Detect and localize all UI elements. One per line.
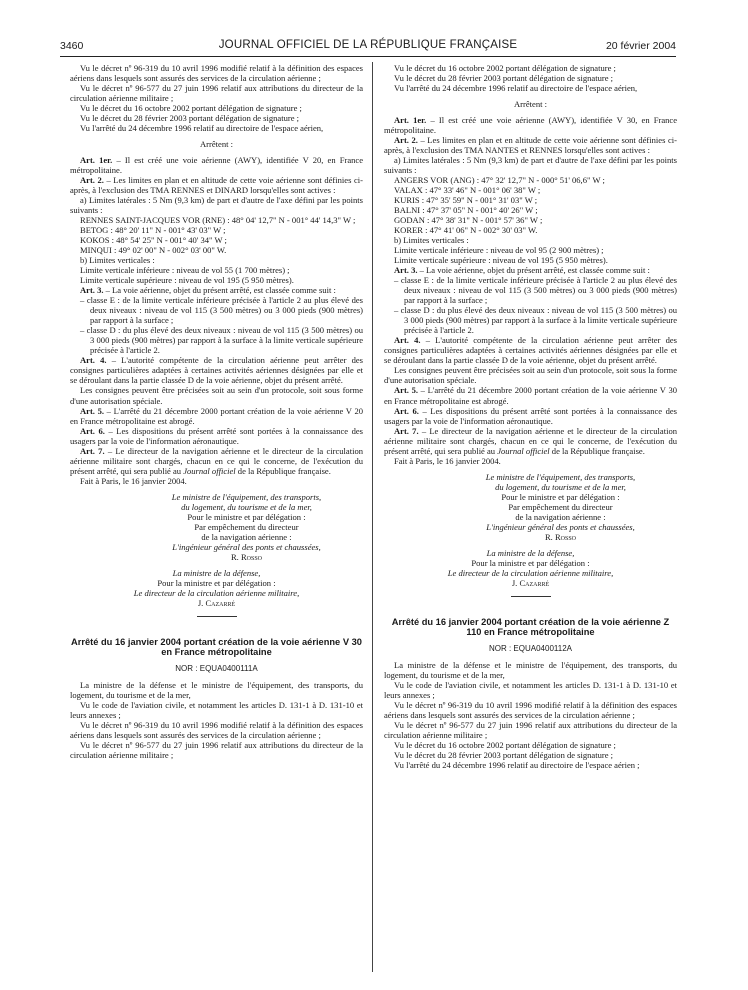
- article-label: Art. 7.: [80, 445, 105, 456]
- vu-item: Vu le décret du 16 octobre 2002 portant délégation de signature ;: [394, 740, 616, 751]
- article-label: Art. 4.: [80, 355, 107, 366]
- nor-reference: NOR : EQUA0400112A: [488, 643, 572, 653]
- article-4: [70, 355, 363, 385]
- article-1: [70, 155, 363, 175]
- article-text: – Les limites en plan et en altitude de cette voie aérienne sont définies ci-après, à l'exclusion des TMA NANTES et RENNES lorsqu'elles sont actives :: [384, 135, 677, 156]
- signatory-line: Pour le ministre et par délégation :: [187, 511, 306, 522]
- article-3: [70, 285, 363, 295]
- signatory-title: du logement, du tourisme et de la mer,: [495, 481, 626, 492]
- article-3: [384, 265, 677, 275]
- article-text: – Les dispositions du présent arrêté sont portées à la connaissance des usagers par la voie de l'information aéronautique.: [70, 425, 363, 446]
- signatory-title: Le directeur de la circulation aérienne militaire,: [133, 587, 300, 598]
- issue-date: 20 février 2004: [605, 40, 676, 52]
- waypoint: ANGERS VOR (ANG) : 47° 32' 12,7" N - 000° 51' 06,6" W ;: [394, 175, 605, 186]
- signatory-title: du logement, du tourisme et de la mer,: [181, 501, 312, 512]
- vu-item: Vu le code de l'aviation civile, et notamment les articles D. 131-1 à D. 131-10 et leurs annexes ;: [70, 700, 363, 721]
- signatory-line: Par empêchement du directeur: [508, 501, 613, 512]
- article-4-para: Les consignes peuvent être précisées soit au sein d'un protocole, soit sous forme d'une autorisation spéciale.: [70, 385, 363, 406]
- vu-item: Vu le décret nº 96-577 du 27 juin 1996 relatif aux attributions du directeur de la circulation aérienne militaire ;: [70, 83, 363, 104]
- decree-title-v30: Arrêté du 16 janvier 2004 portant création de la voie aérienne V 30 en France métropolitaine: [71, 636, 362, 658]
- lateral-limits: a) Limites latérales : 5 Nm (9,3 km) de part et d'autre de l'axe défini par les points suivants :: [384, 155, 677, 176]
- fait-line: Fait à Paris, le 16 janvier 2004.: [80, 475, 187, 486]
- article-2: [70, 175, 363, 195]
- signature-block-defense: [70, 568, 363, 608]
- article-4-para: Les consignes peuvent être précisées soit au sein d'un protocole, soit sous la forme d'une autorisation spéciale.: [384, 365, 677, 386]
- article-text: – Les dispositions du présent arrêté sont portées à la connaissance des usagers par la voie de l'information aéronautique.: [384, 405, 677, 426]
- signatory-name: J. Cazarré: [197, 597, 236, 608]
- vu-item: Vu l'arrêté du 24 décembre 1996 relatif au directoire de l'espace aérien,: [80, 123, 324, 134]
- signatory-line: Pour le ministre et par délégation :: [501, 491, 620, 502]
- article-text: – Il est créé une voie aérienne (AWY), identifiée V 30, en France métropolitaine.: [384, 115, 677, 136]
- article-7: [70, 446, 363, 476]
- vu-item: Vu le décret nº 96-319 du 10 avril 1996 modifié relatif à la définition des espaces aériens dans lesquels sont assurés des services de la circulation aérienne ;: [70, 720, 363, 741]
- article-label: Art. 2.: [80, 175, 104, 186]
- waypoint: KOKOS : 48° 54' 25" N - 001° 40' 34" W ;: [80, 235, 227, 246]
- article-label: Art. 4.: [394, 335, 421, 346]
- signature-block-defense: [384, 548, 677, 588]
- article-label: Art. 5.: [394, 385, 419, 396]
- vertical-limit: Limite verticale supérieure : niveau de vol 195 (5 950 mètres).: [80, 275, 294, 286]
- page-header: [60, 38, 676, 54]
- waypoint: KURIS : 47° 35' 59" N - 001° 31' 03" W ;: [394, 195, 538, 206]
- journal-ref: Journal officiel: [183, 465, 236, 476]
- vertical-limit: Limite verticale supérieure : niveau de vol 195 (5 950 mètres).: [394, 255, 608, 266]
- waypoint: BETOG : 48° 20' 11" N - 001° 43' 03" W ;: [80, 225, 226, 236]
- signatory-title: L'ingénieur général des ponts et chaussées,: [486, 521, 635, 532]
- signatory-name: R. Rosso: [230, 551, 262, 562]
- article-6: [70, 426, 363, 446]
- article-text: – L'autorité compétente de la circulation aérienne peut arrêter des consignes particulières adaptées à certaines activités aériennes désignées par elle et se déroulant dans la partie classée D de la voie aérienne, objet du présent arrêté.: [70, 355, 363, 386]
- waypoint: BALNI : 47° 37' 05" N - 001° 40' 26" W ;: [394, 205, 538, 216]
- article-label: Art. 6.: [394, 405, 419, 416]
- vu-item: Vu le décret nº 96-577 du 27 juin 1996 relatif aux attributions du directeur de la circulation aérienne militaire ;: [384, 720, 677, 741]
- page-number: 3460: [60, 40, 84, 52]
- article-5: [70, 406, 363, 426]
- article-2: [384, 135, 677, 155]
- article-text: – La voie aérienne, objet du présent arrêté, est classée comme suit :: [103, 285, 336, 296]
- article-5: [384, 385, 677, 405]
- left-column: [70, 63, 363, 760]
- article-text: – L'arrêté du 21 décembre 2000 portant création de la voie aérienne V 20 en France métropolitaine est abrogé.: [70, 405, 363, 426]
- signatory-name: J. Cazarré: [511, 577, 550, 588]
- signatory-title: Le ministre de l'équipement, des transports,: [485, 471, 636, 482]
- class-item: – classe D : du plus élevé des deux niveaux : niveau de vol 115 (3 500 mètres) ou 3 000 pieds (900 mètres) par rapport à la surface à la limite verticale supérieure précisée à l'article 2.: [80, 325, 363, 356]
- decree-intro: La ministre de la défense et le ministre de l'équipement, des transports, du logement, du tourisme et de la mer,: [70, 680, 363, 701]
- article-text: – Les limites en plan et en altitude de cette voie aérienne sont définies ci-après, à l'exclusion des TMA RENNES et DINARD lorsqu'elles sont actives :: [70, 175, 363, 196]
- class-item: – classe E : de la limite verticale inférieure précisée à l'article 2 au plus élevé des deux niveaux : niveau de vol 115 (3 500 mètres) ou 3 000 pieds (900 mètres) par rapport à la surface ;: [394, 275, 677, 306]
- signatory-line: Par empêchement du directeur: [194, 521, 299, 532]
- vertical-limits: b) Limites verticales :: [394, 235, 469, 246]
- article-label: Art. 3.: [80, 285, 104, 296]
- vu-item: Vu le décret nº 96-577 du 27 juin 1996 relatif aux attributions du directeur de la circulation aérienne militaire ;: [70, 740, 363, 761]
- waypoint: VALAX : 47° 33' 46" N - 001° 06' 38" W ;: [394, 185, 541, 196]
- right-column: [384, 63, 677, 770]
- column-divider: [372, 62, 373, 972]
- vu-item: Vu l'arrêté du 24 décembre 1996 relatif au directoire de l'espace aérien ;: [394, 760, 640, 771]
- article-label: Art. 6.: [80, 425, 105, 436]
- article-text: – L'arrêté du 21 décembre 2000 portant création de la voie aérienne V 30 en France métropolitaine est abrogé.: [384, 385, 677, 406]
- signatory-title: La ministre de la défense,: [486, 547, 575, 558]
- article-label: Art. 3.: [394, 265, 418, 276]
- arretent-heading: Arrêtent :: [514, 99, 547, 110]
- decree-intro: La ministre de la défense et le ministre de l'équipement, des transports, du logement, du tourisme et de la mer,: [384, 659, 677, 680]
- article-text: – La voie aérienne, objet du présent arrêté, est classée comme suit :: [417, 265, 650, 276]
- article-4: [384, 335, 677, 365]
- signatory-title: Le directeur de la circulation aérienne militaire,: [447, 567, 614, 578]
- article-label: Art. 1er.: [80, 155, 113, 166]
- article-6: [384, 406, 677, 426]
- waypoint: GODAN : 47° 38' 31" N - 001° 57' 36" W ;: [394, 215, 543, 226]
- article-text: de la République française.: [549, 445, 645, 456]
- fait-line: Fait à Paris, le 16 janvier 2004.: [394, 455, 501, 466]
- article-label: Art. 1er.: [394, 115, 427, 126]
- nor-reference: NOR : EQUA0400111A: [175, 664, 258, 673]
- journal-title: JOURNAL OFFICIEL DE LA RÉPUBLIQUE FRANÇAISE: [218, 39, 518, 51]
- class-item: – classe E : de la limite verticale inférieure précisée à l'article 2 au plus élevé des deux niveaux : niveau de vol 115 (3 500 mètres) ou 3 000 pieds (900 mètres) par rapport à la surface ;: [80, 295, 363, 326]
- signatory-title: Le ministre de l'équipement, des transports,: [171, 491, 322, 502]
- decree-title-z110: Arrêté du 16 janvier 2004 portant création de la voie aérienne Z 110 en France métropolitaine: [391, 616, 670, 638]
- class-item: – classe D : du plus élevé des deux niveaux : niveau de vol 115 (3 500 mètres) ou 3 000 pieds (900 mètres) par rapport à la surface à la limite verticale supérieure précisée à l'article 2.: [394, 305, 677, 336]
- article-text: de la République française.: [235, 465, 331, 476]
- vu-list-v20: [70, 63, 363, 133]
- signatory-name: R. Rosso: [544, 531, 576, 542]
- article-text: – L'autorité compétente de la circulation aérienne peut arrêter des consignes particulières adaptées à certaines activités aériennes désignées par elle et se déroulant dans la partie classée D de la voie aérienne, objet du présent arrêté.: [384, 335, 677, 366]
- signatory-line: Pour la ministre et par délégation :: [157, 577, 276, 588]
- vu-item: Vu le décret nº 96-319 du 10 avril 1996 modifié relatif à la définition des espaces aériens dans lesquels sont assurés des services de la circulation aérienne ;: [384, 700, 677, 721]
- vu-item: Vu le décret du 28 février 2003 portant délégation de signature ;: [394, 73, 614, 84]
- signature-block-equipement: [130, 492, 363, 562]
- header-rule: [60, 56, 676, 57]
- signatory-title: La ministre de la défense,: [172, 567, 261, 578]
- vu-item: Vu le décret du 16 octobre 2002 portant délégation de signature ;: [80, 103, 302, 114]
- article-text: – Le directeur de la navigation aérienne et le directeur de la circulation aérienne militaire sont chargés, chacun en ce qui le concerne, de l'exécution du présent arrêté, qui sera publié au: [70, 445, 363, 476]
- article-text: – Il est créé une voie aérienne (AWY), identifiée V 20, en France métropolitaine.: [70, 155, 363, 176]
- separator: [197, 616, 237, 617]
- vertical-limits: b) Limites verticales :: [80, 255, 155, 266]
- waypoint: MINQUI : 49° 02' 00" N - 002° 03' 00" W.: [80, 245, 227, 256]
- article-7: [384, 426, 677, 456]
- vu-item: Vu l'arrêté du 24 décembre 1996 relatif au directoire de l'espace aérien,: [394, 83, 638, 94]
- article-label: Art. 5.: [80, 405, 105, 416]
- article-text: – Le directeur de la navigation aérienne et le directeur de la circulation aérienne militaire sont chargés, chacun en ce qui le concerne, de l'exécution du présent arrêté, qui sera publié au: [384, 425, 677, 456]
- waypoint: KORER : 47° 41' 06" N - 002° 30' 03" W.: [394, 225, 538, 236]
- lateral-limits: a) Limites latérales : 5 Nm (9,3 km) de part et d'autre de l'axe défini par les points suivants :: [70, 195, 363, 216]
- vertical-limit: Limite verticale inférieure : niveau de vol 95 (2 900 mètres) ;: [394, 245, 604, 256]
- arretent-heading: Arrêtent :: [200, 139, 233, 150]
- signatory-line: Pour la ministre et par délégation :: [471, 557, 590, 568]
- vu-item: Vu le décret du 28 février 2003 portant délégation de signature ;: [80, 113, 300, 124]
- article-1: [384, 115, 677, 135]
- article-label: Art. 2.: [394, 135, 418, 146]
- signatory-line: de la navigation aérienne :: [515, 511, 606, 522]
- vu-item: Vu le décret du 16 octobre 2002 portant délégation de signature ;: [394, 63, 616, 73]
- vu-item: Vu le décret nº 96-319 du 10 avril 1996 modifié relatif à la définition des espaces aériens dans lesquels sont assurés des services de la circulation aérienne ;: [70, 63, 363, 84]
- vu-item: Vu le code de l'aviation civile, et notamment les articles D. 131-1 à D. 131-10 et leurs annexes ;: [384, 680, 677, 701]
- vertical-limit: Limite verticale inférieure : niveau de vol 55 (1 700 mètres) ;: [80, 265, 290, 276]
- signatory-title: L'ingénieur général des ponts et chaussées,: [172, 541, 321, 552]
- waypoint: RENNES SAINT-JACQUES VOR (RNE) : 48° 04' 12,7" N - 001° 44' 14,3" W ;: [80, 215, 356, 226]
- journal-ref: Journal officiel: [497, 445, 550, 456]
- signature-block-equipement: [444, 472, 677, 542]
- vu-item: Vu le décret du 28 février 2003 portant délégation de signature ;: [394, 750, 614, 761]
- article-label: Art. 7.: [394, 425, 419, 436]
- separator: [511, 596, 551, 597]
- signatory-line: de la navigation aérienne :: [201, 531, 292, 542]
